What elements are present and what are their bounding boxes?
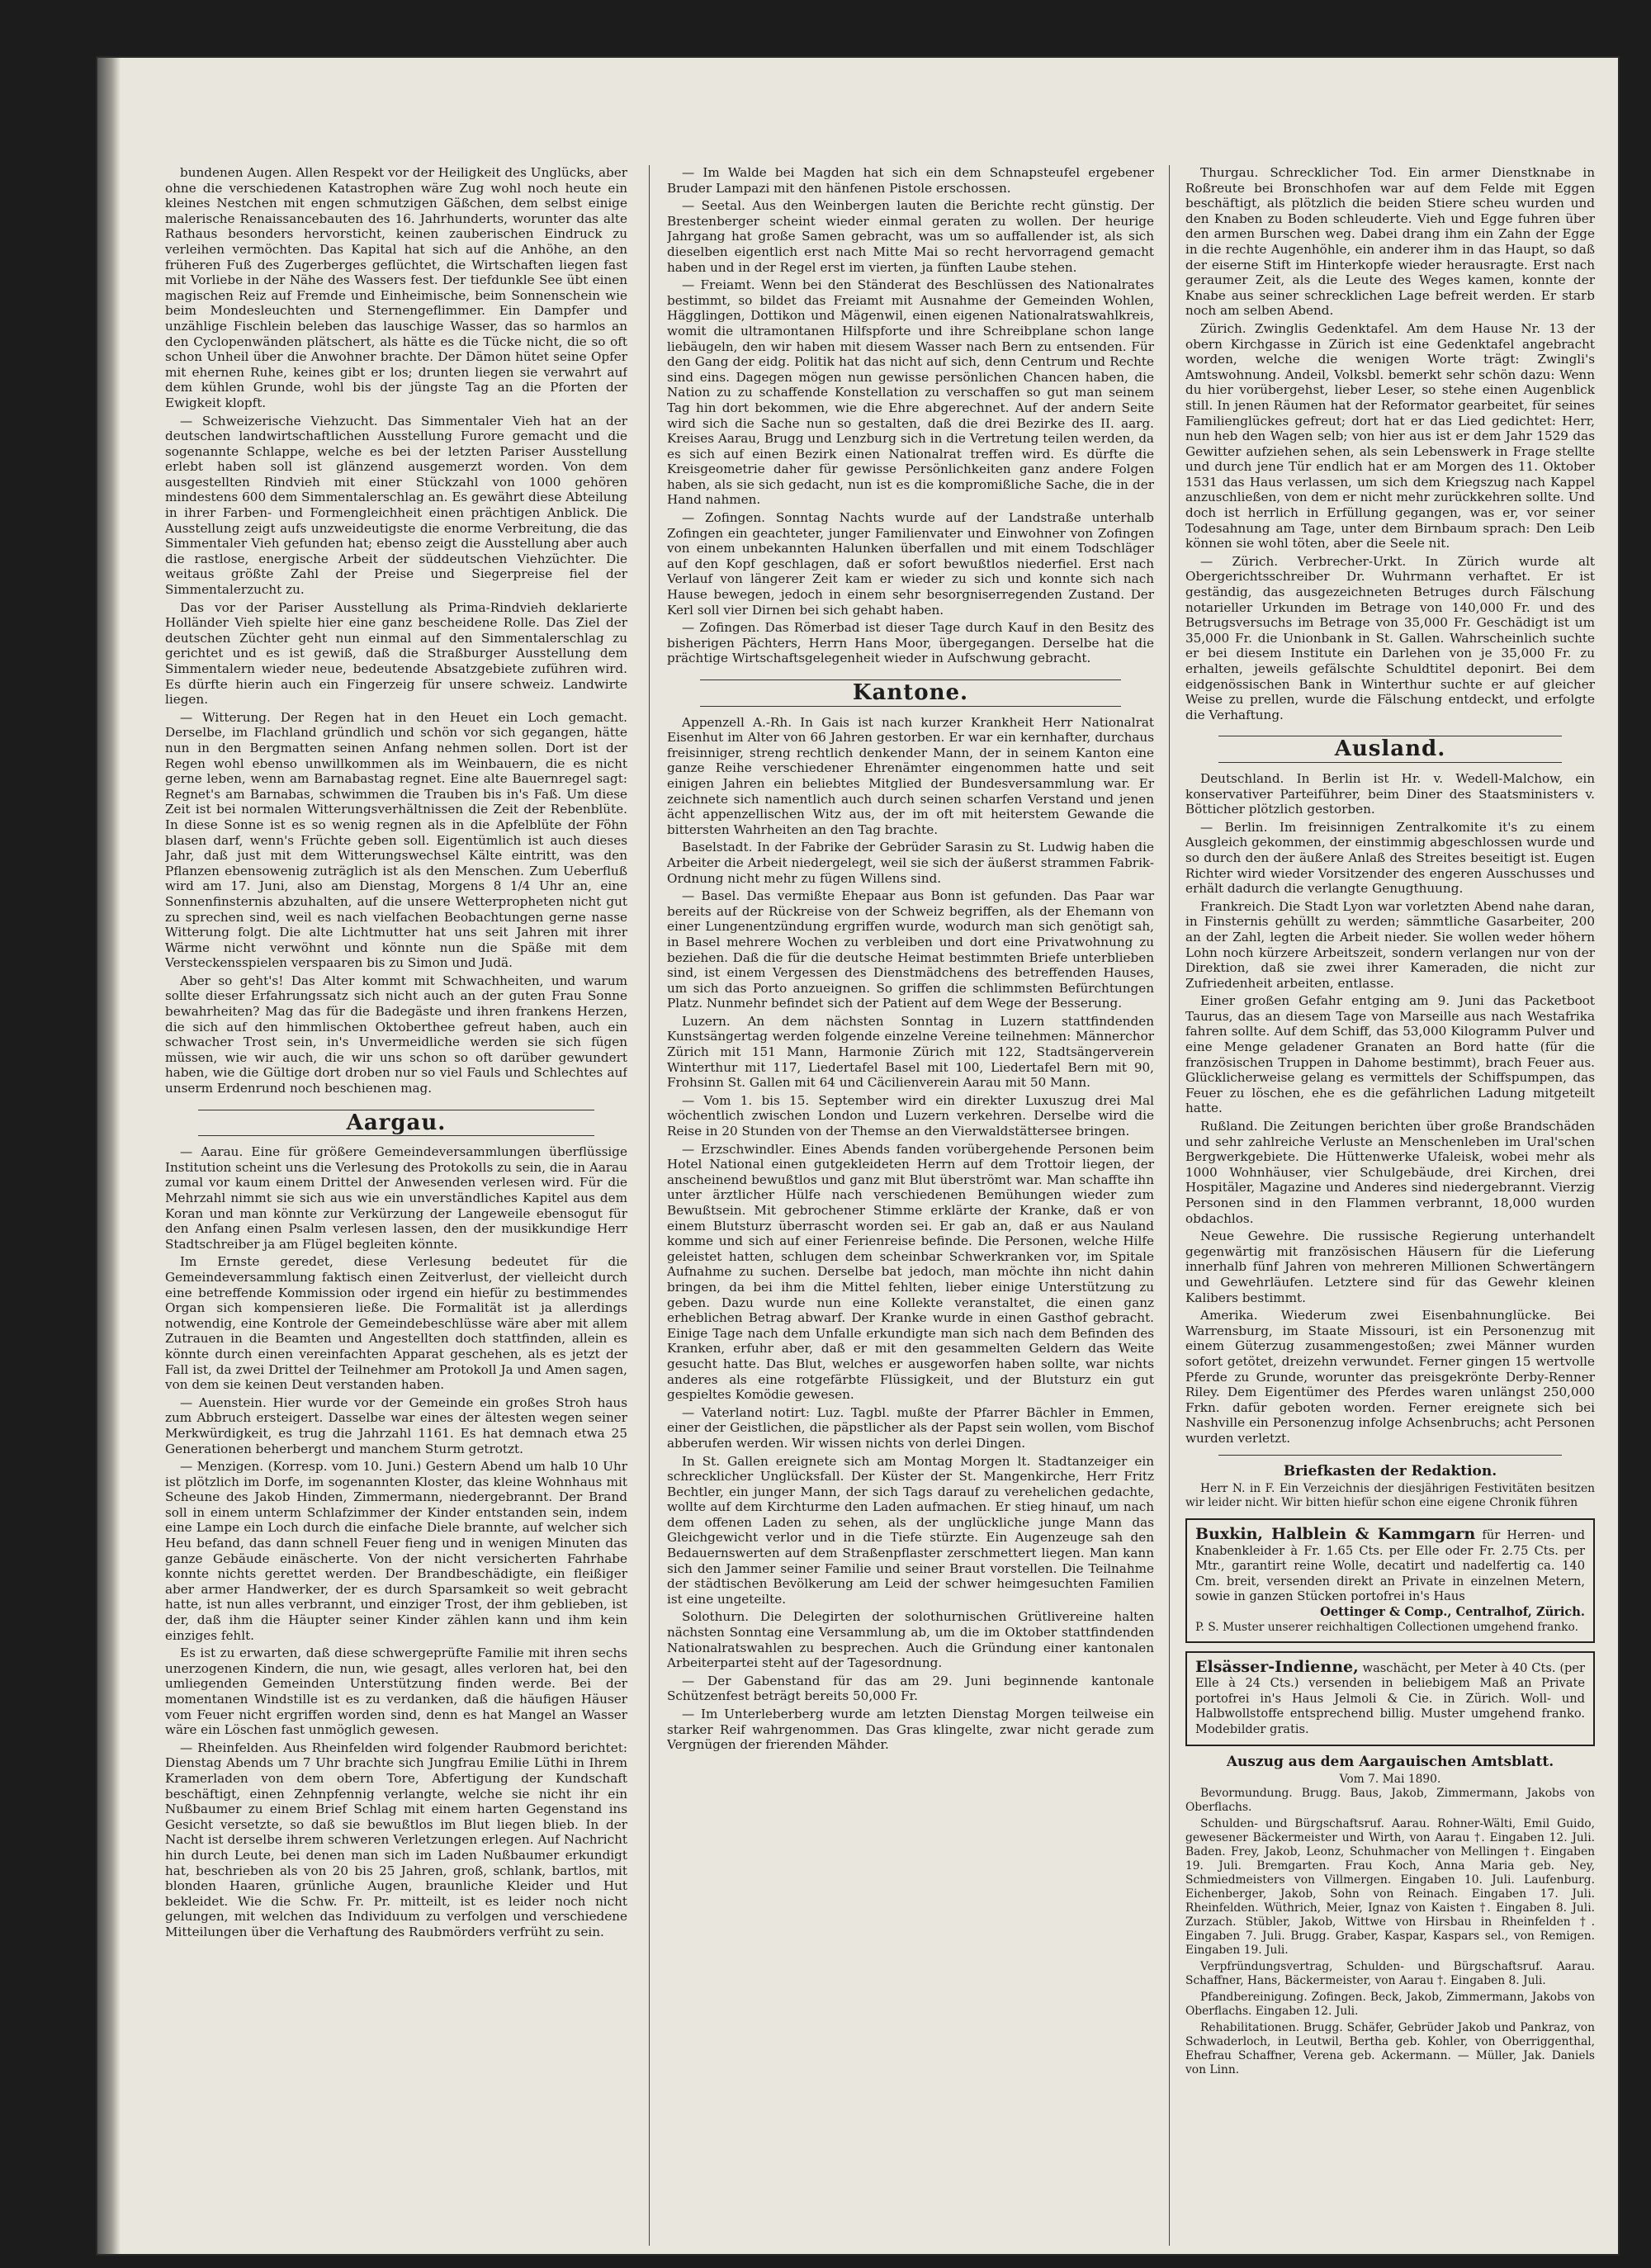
article-rheinfelden: — Rheinfelden. Aus Rheinfelden wird folgender Raubmord berichtet: Dienstag Abends um 7 Uhr brachte sich Jungfrau Emilie Lüthi in Ihrem Kramerladen von dem obern Tore, Abfertigung der Kundschaft beschäftigt, einen Zehnpfennig verlangte, welche sie nicht ihr ein Nußbaumer zu einem Brief Schlag mit einem harten Gegenstand ins Gesicht versetzte, so daß sie bewußtlos im Blut liegen blieb. In der Nacht ist derselbe ihrem schweren Verletzungen erlegen. Auf Nachricht hin durch Leute, bei denen man sich im Laden Nußbaumer erkundigt hat, beschrieben als von 20 bis 25 Jahren, groß, schlank, bartlos, mit blonden Haaren, grünliche Augen, braunliche Kleider und Hut bekleidet. Wie die Schw. Fr. Pr. mitteilt, ist es leider noch nicht gelungen, mit welchen das Individuum zu verfolgen und verschiedene Mitteilungen über die Verhaftung des Raubmörders verfrüht zu sein. — [165, 1740, 627, 1939]
article-frankreich: Frankreich. Die Stadt Lyon war vorletzten Abend nahe daran, in Finsternis gehüllt zu werden; sämmtliche Gasarbeiter, 200 an der Zahl, legten die Arbeit nieder. Sie wollen weder höhern Lohn noch kürzere Arbeitszeit, sondern verlangen nur von der Direktion, daß sie zwei ihrer Kameraden, die nicht zur Zufriedenheit arbeiten, entlasse. — [1185, 898, 1595, 991]
newspaper-page — [97, 58, 1618, 2254]
article-zuerich-zwingli: Zürich. Zwinglis Gedenktafel. Am dem Hause Nr. 13 der obern Kirchgasse in Zürich ist eine Gedenktafel angebracht worden, welche die wenigen Worte trägt: Zwingli's Amtswohnung. Andeil, Volksbl. bemerkt sehr schön dazu: Wenn du hier vorübergehst, lieber Leser, so stehe einen Augenblick still. In jenen Räumen hat der Reformator gearbeitet, für seines Familienglückes gefreut; dort hat er das Lied gedichtet: Herr, nun heb den Wagen selb; von hier aus ist er dem Jahr 1529 das Gewitter aufziehen sehen, als sein Lebenswerk in Frage stellte und durch jene Tür endlich hat er am Morgen des 11. Oktober 1531 das Haus verlassen, um sich dem Kriegszug nach Kappel anzuschließen, von dem er nicht mehr zurückkehren sollte. Und doch ist herrlich in Erfüllung gegangen, was er, vor seiner Todesahnung am Tage, unter dem Birnbaum sprach: Den Leib können sie wohl töten, aber die Seele nit. — [1185, 320, 1595, 552]
article-aarau-cont: Im Ernste geredet, diese Verlesung bedeutet für die Gemeindeversammlung faktisch einen Zeitverlust, der vielleicht durch eine betreffende Kommission oder irgend ein hiefür zu bestimmendes Organ sich kompensieren ließe. Die Formalität ist ja allerdings notwendig, eine Kontrole der Gemeindebeschlüsse wäre aber mit allem Zutrauen in die Beamten und Angestellten doch stattfinden, allein es könnte durch einen vereinfachten Apparat geschehen, als es jetzt der Fall ist, da zwei Drittel der Teilnehmer am Protokoll Ja und Amen sagen, von dem sie keinen Deut verstanden haben. — [165, 1254, 627, 1393]
article-deutschland: Deutschland. In Berlin ist Hr. v. Wedell-Malchow, ein konservativer Parteiführer, beim Diner des Staatsministers v. Bötticher plötzlich gestorben. — [1185, 770, 1595, 817]
ad-title: Elsässer-Indienne, — [1195, 1657, 1359, 1676]
amtsblatt-entry: Bevormundung. Brugg. Baus, Jakob, Zimmermann, Jakobs von Oberflachs. — [1185, 1787, 1595, 1815]
column-middle — [667, 165, 1154, 2246]
article-solothurn: Solothurn. Die Delegirten der solothurnischen Grütlivereine halten nächsten Sonntag eine Versammlung ab, um die im Oktober stattfindenden Nationalratswahlen zu besprechen. Auch die Gründung einer kantonalen Arbeiterpartei steht auf der Tagesordnung. — [667, 1609, 1154, 1671]
article-auenstein: — Auenstein. Hier wurde vor der Gemeinde ein großes Stroh haus zum Abbruch ersteigert. Dasselbe war eines der ältesten wegen seiner Merkwürdigkeit, es trug die Jahrzahl 1161. Es hat demnach etwa 25 Generationen beherbergt und manchem Sturm getrotzt. — [165, 1394, 627, 1456]
article-russland: Rußland. Die Zeitungen berichten über große Brandschäden und sehr zahlreiche Verluste an Menschenleben im Ural'schen Bergwerkgebiete. Die Hüttenwerke Ufaleisk, wobei mehr als 1000 Wohnhäuser, vier Schulgebäude, drei Kirchen, drei Hospitäler, Magazine und Anderes sind niedergebrannt. Vierzig Personen sind in den Flammen verbrannt, 18,000 wurden obdachlos. — [1185, 1119, 1595, 1226]
amtsblatt-entry: Pfandbereinigung. Zofingen. Beck, Jakob, Zimmermann, Jakobs von Oberflachs. Eingaben 12. Juli. — [1185, 1991, 1595, 2019]
article-gewehre: Neue Gewehre. Die russische Regierung unterhandelt gegenwärtig mit französischen Häusern für die Lieferung innerhalb fünf Jahren von mehreren Millionen Schwertängern und Gewehrläufen. Letztere sind für das Gewehr kleinen Kalibers bestimmt. — [1185, 1229, 1595, 1305]
amtsblatt-entry: Schulden- und Bürgschaftsruf. Aarau. Rohner-Wälti, Emil Guido, gewesener Bäckermeister und Wirth, von Aarau †. Eingaben 12. Juli. Baden. Frey, Jakob, Leonz, Schuhmacher von Mellingen †. Eingaben 19. Juli. Bremgarten. Frau Koch, Anna Maria geb. Ney, Schmiedmeisters von Villmergen. Eingaben 10. Juli. Laufenburg. Eichenberger, Jakob, Sohn von Reinach. Eingaben 17. Juli. Rheinfelden. Wüthrich, Meier, Ignaz von Kaisten †. Eingaben 8. Juli. Zurzach. Stübler, Jakob, Wittwe von Hirsbau in Rheinfelden †. Eingaben 7. Juli. Brugg. Graber, Kaspar, Kaspars sel., von Remigen. Eingaben 19. Juli. — [1185, 1817, 1595, 1958]
column-left — [165, 165, 627, 2246]
article-zofingen-roemerbad: — Zofingen. Das Römerbad ist dieser Tage durch Kauf in den Besitz des bisherigen Pächters, Herrn Hans Moor, übergegangen. Derselbe hat die prächtige Wirtschaftsgelegenheit wieder in Aufschwung gebracht. — [667, 620, 1154, 666]
book-binding-edge — [97, 58, 121, 2254]
amtsblatt-entry: Rehabilitationen. Brugg. Schäfer, Gebrüder Jakob und Pankraz, von Schwaderloch, in Leutwil, Bertha geb. Kohler, von Oberriggenthal, Ehefrau Schaffner, Verena geb. Ackermann. — Müller, Jak. Daniels von Linn. — [1185, 2021, 1595, 2077]
article-zuerich-verhaftung: — Zürich. Verbrecher-Urkt. In Zürich wurde alt Obergerichtsschreiber Dr. Wuhrmann verhaftet. Er ist geständig, das ausgezeichneten Betruges durch Fälschung notarieller Urkunden im Betrage von 140,000 Fr. und des Betrugsversuchs im Betrage von 35,000 Fr. Geschädigt ist um 35,000 Fr. die Unionbank in St. Gallen. Wahrscheinlich suchte er bei diesem Institute ein Darlehen von je 35,000 Fr. zu erhalten, jeweils gefälschte Schuldtitel deponirt. Bei dem eidgenössischen Bank in Winterthur suchte er auf gleicher Weise zu prellen, wurde die Fälschung entdeckt, und erfolgte die Verhaftung. — [1185, 553, 1595, 722]
advertisement-indienne — [1185, 1651, 1595, 1746]
article-baselstadt: Baselstadt. In der Fabrike der Gebrüder Sarasin zu St. Ludwig haben die Arbeiter die Arbeit niedergelegt, weil sie sich der äußerst strammen Fabrik-Ordnung nicht mehr zu fügen Willens sind. — [667, 840, 1154, 886]
article-amerika: Amerika. Wiederum zwei Eisenbahnunglücke. Bei Warrensburg, im Staate Missouri, ist ein Personenzug mit einem Güterzug zusammengestoßen; zwei Männer wurden sofort getötet, dreizehn verwundet. Ferner gingen 15 wertvolle Pferde zu Grunde, worunter das preisgekrönte Derby-Renner Riley. Dem Eigentümer des Pferdes waren unlängst 250,000 Frkn. dafür geboten worden. Ferner ereignete sich bei Nashville ein Personenzug infolge Achsenbruchs; acht Personen wurden verletzt. — [1185, 1308, 1595, 1446]
ad-text: für Herren- und Knabenkleider à Fr. 1.65 Cts. per Elle oder Fr. 2.75 Cts. per Mtr., garantirt reine Wolle, decatirt und nadelfertig ca. 140 Cm. breit, versenden direkt an Private in einzelnen Metern, sowie in ganzen Stücken portofrei in's Haus — [1195, 1528, 1585, 1604]
article-menzigen: — Menzigen. (Korresp. vom 10. Juni.) Gestern Abend um halb 10 Uhr ist plötzlich im Dorfe, im sogenannten Kloster, das kleine Wohnhaus mit Scheune des Jakob Hinden, Zimmermann, niedergebrannt. Der Brand soll in einem unterm Schlafzimmer der Kinder entstanden sein, indem eine Lampe ein Loch durch die einfache Diele brannte, auf welcher sich Heu befand, das dann schnell Feuer fieng und in wenigen Minuten das ganze Gebäude einäscherte. Von der nicht versicherten Fahrhabe konnte nichts gerettet werden. Der Brandbeschädigte, ein fleißiger aber armer Handwerker, der es durch Sparsamkeit so weit gebracht hatte, ist nun alles verbrannt, und einziger Trost, der ihm geblieben, ist der, daß ihm die Häupter seiner Kinder zählen kann und ihm kein einziges fehlt. — [165, 1459, 627, 1643]
ad-text: waschächt, per Meter à 40 Cts. (per Elle à 24 Cts.) versenden in beliebigem Maß an Private portofrei in's Haus Jelmoli & Cie. in Zürich. Woll- und Halbwollstoffe entsprechend billig. Muster umgehend franko. Modebilder gratis. — [1195, 1660, 1585, 1737]
ad-title: Buxkin, Halblein & Kammgarn — [1195, 1525, 1476, 1544]
ad-postscript: P. S. Muster unserer reichhaltigen Collectionen umgehend franko. — [1195, 1620, 1578, 1634]
article-unterleberberg: — Im Unterleberberg wurde am letzten Dienstag Morgen teilweise ein starker Reif wahrgenommen. Das Gras klingelte, zwar nicht gerade zum Vergnügen der frierenden Mähder. — [667, 1707, 1154, 1753]
amtsblatt-date: Vom 7. Mai 1890. — [1339, 1773, 1441, 1787]
divider — [1218, 1455, 1562, 1456]
section-heading-kantone: Kantone. — [667, 679, 1154, 707]
column-divider — [1169, 165, 1170, 2246]
article-luzern: Luzern. An dem nächsten Sonntag in Luzern stattfindenden Kunstsängertag werden folgende einzelne Vereine teilnehmen: Männerchor Zürich mit 151 Mann, Harmonie Zürich mit 122, Stadtsängerverein Winterthur mit 117, Liedertafel Basel mit 100, Liedertafel Bern mit 90, Frohsinn St. Gallen mit 64 und Cäcilienverein Aarau mit 50 Mann. — [667, 1013, 1154, 1091]
article-freiamt: — Freiamt. Wenn bei den Ständerat des Beschlüssen des Nationalrates bestimmt, so bildet das Freiamt mit Ausnahme der Gemeinden Wohlen, Hägglingen, Dottikon und Mägenwil, einen eigenen Nationalratswahlkreis, womit die ultramontanen Hilfspforte und ihre Schreibplane schon lange liebäugeln, den wir haben mit diesem Wasser nach Bern zu entsenden. Für den Gang der eidg. Politik hat das nicht auf sich, denn Centrum und Rechte sind eins. Dagegen mögen nun gewisse persönlichen Chancen haben, die Nation zu zu schaffende Konstellation zu verschaffen so gut man seinem Tag hin dort bekommen, wie die Ehre abgerechnet. Auf der andern Seite wird sich die Sache nun so gestalten, daß die drei Bezirke des II. aarg. Kreises Aarau, Brugg und Lenzburg sich in die Vertretung teilen werden, da es sich auf einen Bezirk einen Nationalrat treffen wird. Es dürfte die Kreisgeometrie daher für gewisse Persönlichkeiten ganz andere Folgen haben, als sie sich gedacht, nun ist es die kompromißliche Sache, die in der Hand nahmen. — [667, 277, 1154, 508]
article-witterung: — Witterung. Der Regen hat in den Heuet ein Loch gemacht. Derselbe, im Flachland gründlich und schön vor sich gegangen, hätte nun in den Bergmatten seinen Anfang nehmen sollen. Dort ist der Regen wohl ebenso unwillkommen als im Weinbauern, die es nicht gerne leben, wenn am Barnabastag regnet. Eine alte Bauernregel sagt: Regnet's am Barnabas, schwimmen die Trauben bis in's Faß. Um diese Zeit ist bei normalen Witterungsverhältnissen die Zeit der Rebenblüte. In diese Sonne ist es so wenig regnen als in die Apfelblüte der Föhn blasen darf, wenn's Früchte geben soll. Eigentümlich ist auch dieses Jahr, daß just mit dem Witterungswechsel Kälte eintritt, was den Pflanzen ebensowenig zuträglich ist als den Menschen. Zum Ueberfluß wird am 17. Juni, also am Dienstag, Morgens 8 1/4 Uhr an, eine Sonnenfinsternis abzuhalten, auf die unsere Wetterpropheten nicht gut zu sprechen sind, weil es nach vielfachen Beobachtungen gerne nasse Witterung folgt. Die alte Lichtmutter hat uns seit Jahren mit ihrer Wärme nicht verwöhnt und könnte nun die Späße mit dem Versteckensspielen verspaaren bis zu Simon und Judä. — [165, 709, 627, 971]
article-luxuszug: — Vom 1. bis 15. September wird ein direkter Luxuszug drei Mal wöchentlich zwischen London und Luzern verkehren. Derselbe wird die Reise in 20 Stunden von der Themse an den Vierwaldstättersee bringen. — [667, 1092, 1154, 1139]
ad-firm: Oettinger & Comp., Centralhof, Zürich. — [1320, 1605, 1585, 1620]
article-schuetzenfest: — Der Gabenstand für das am 29. Juni beginnende kantonale Schützenfest beträgt bereits 50,000 Fr. — [667, 1673, 1154, 1704]
article-magden: — Im Walde bei Magden hat sich ein dem Schnapsteufel ergebener Bruder Lampazi mit den hänfenen Pistole erschossen. — [667, 165, 1154, 196]
section-heading-aargau: Aargau. — [165, 1110, 627, 1137]
column-divider — [649, 165, 650, 2246]
briefkasten-text: Herr N. in F. Ein Verzeichnis der diesjährigen Festivitäten besitzen wir leider nicht. Wir bitten hiefür schon eine eigene Chronik führen — [1185, 1482, 1595, 1510]
article-taurus: Einer großen Gefahr entging am 9. Juni das Packetboot Taurus, das an diesem Tage von Marseille aus nach Westafrika fahren sollte. Auf dem Schiff, das 53,000 Kilogramm Pulver und eine Menge geladener Granaten an Bord hatte (für die französischen Truppen in Dahome bestimmt), brach Feuer aus. Glücklicherweise gelang es vermittels der Schiffspumpen, das Feuer zu löschen, ehe es die gefährlichen Ladung mitgeteilt hatte. — [1185, 993, 1595, 1116]
article-erzschwindler: — Erzschwindler. Eines Abends fanden vorübergehende Personen beim Hotel National einen gutgekleideten Herrn auf dem Trottoir liegen, der anscheinend bewußtlos und ganz mit Blut überströmt war. Man schaffte ihn unter ärztlicher Hülfe nach verschiedenen Bemühungen wieder zum Bewußtsein. Mit gebrochener Stimme erklärte der Kranke, daß er von einem Blutsturz überrascht worden sei. Er gab an, daß er aus Nauland komme und sich auf einer Ferienreise befinde. Die Personen, welche Hilfe geleistet hatten, schlugen dem scheinbar Schwerkranken vor, im Spitale Aufnahme zu suchen. Derselbe bat jedoch, man möchte ihn nicht dahin bringen, da bei ihm die Mittel fehlten, lieber einige Unterstützung zu geben. Dazu wurde nun eine Kollekte veranstaltet, die einen ganz erheblichen Betrag abwarf. Der Kranke wurde in einen Gasthof gebracht. Einige Tage nach dem Unfalle erkundigte man sich nach dem Befinden des Kranken, erfuhr aber, daß er mit den gesammelten Geldern das Weite gesucht hatte. Das Blut, welches er ausgeworfen haben sollte, war nichts anderes als eine rotgefärbte Flüssigkeit, und der Blutsturz ein gut gespieltes Komödie gewesen. — [667, 1141, 1154, 1403]
article-berlin: — Berlin. Im freisinnigen Zentralkomite it's zu einem Ausgleich gekommen, der einstimmig abgeschlossen wurde und so durch den der äußere Anlaß des Streites beseitigt ist. Eugen Richter wird wieder Vorsitzender des engeren Ausschusses und erhält dadurch die verlangte Genugthuung. — [1185, 819, 1595, 897]
briefkasten-heading: Briefkasten der Redaktion. — [1283, 1462, 1497, 1480]
article-seetal: — Seetal. Aus den Weinbergen lauten die Berichte recht günstig. Der Brestenberger scheint wieder einmal geraten zu wollen. Der heurige Jahrgang hat große Samen gebracht, was um so auffallender ist, als sich dieselben eigentlich erst nach Mitte Mai so recht hervorragend gemacht haben und in der Regel erst im vierten, ja fünften Laube stehen. — [667, 198, 1154, 275]
article-menzigen-cont: Es ist zu erwarten, daß diese schwergeprüfte Familie mit ihren sechs unerzogenen Kindern, die nun, wie gesagt, alles verloren hat, bei den umliegenden Gemeinden Unterstützung finden werde. Bei der momentanen Windstille ist es zu verdanken, daß die häufigen Häuser vom Feuer nicht ergriffen worden sind, denn es hat Mangel an Wasser wäre ein Löschen fast unmöglich gewesen. — [165, 1645, 627, 1738]
amtsblatt-entry: Verpfründungsvertrag, Schulden- und Bürgschaftsruf. Aarau. Schaffner, Hans, Bäckermeister, von Aarau †. Eingaben 8. Juli. — [1185, 1960, 1595, 1988]
article-vaterland: — Vaterland notirt: Luz. Tagbl. mußte der Pfarrer Bächler in Emmen, einer der Geistlichen, die päpstlicher als der Papst sein wollen, vom Bischof abberufen werden. Wir wissen nichts von derlei Dingen. — [667, 1404, 1154, 1451]
article-viehzucht: — Schweizerische Viehzucht. Das Simmentaler Vieh hat an der deutschen landwirtschaftlichen Ausstellung Furore gemacht und die sogenannte Schlappe, welche es bei der letzten Pariser Ausstellung erlebt haben soll ist glänzend ausgemerzt worden. Von dem ausgestellten Rindvieh mit einer Stückzahl von 1000 gehören mindestens 600 dem Simmentalerschlag an. Es gewährt diese Abteilung in ihrer Farben- und Formengleichheit einen prächtigen Anblick. Die Ausstellung zeigt aufs unzweideutigste die enorme Verbreitung, die das Simmentaler Vieh gefunden hat; ebenso zeigt die Ausstellung aber auch die rastlose, energische Arbeit der süddeutschen Viehzüchter. Die weitaus größte Zahl der Preise und Siegerpreise fiel der Simmentalerzucht zu. — [165, 413, 627, 598]
article-st-gallen: In St. Gallen ereignete sich am Montag Morgen lt. Stadtanzeiger ein schrecklicher Unglücksfall. Der Küster der St. Mangenkirche, Herr Fritz Bechtler, ein junger Mann, der sich Tags darauf zu verehelichen gedachte, wollte auf dem Kirchturme den Laden aufmachen. Er stieg hinauf, um nach dem offenen Laden zu sehen, als der unglückliche junge Mann das Gleichgewicht verlor und in die Tiefe stürzte. Ein Augenzeuge sah den Bedauernswerten auf dem Straßenpflaster zerschmettert liegen. Man kann sich den Jammer seiner Familie und seiner Braut vorstellen. Die Teilnahme der städtischen Bevölkerung am Leid der schwer heimgesuchten Familien ist eine ungeteilte. — [667, 1453, 1154, 1607]
column-right — [1185, 165, 1595, 2246]
article-zofingen: — Zofingen. Sonntag Nachts wurde auf der Landstraße unterhalb Zofingen ein geachteter, junger Familienvater und Einwohner von Zofingen von einem unbekannten Halunken überfallen und mit einem Todschläger auf den Kopf geschlagen, daß er sofort bewußtlos niederfiel. Erst nach Verlauf von längerer Zeit kam er wieder zu sich und konnte sich nach Hause bewegen, jedoch in einem sehr besorgniserregenden Zustand. Der Kerl soll vier Dirnen bei sich gehabt haben. — [667, 510, 1154, 618]
article-thurgau: Thurgau. Schrecklicher Tod. Ein armer Dienstknabe in Roßreute bei Bronschhofen war auf dem Felde mit Eggen beschäftigt, als plötzlich die beiden Stiere scheu wurden und den Knaben zu Boden schleuderte. Vieh und Egge fuhren über den armen Burschen weg. Dabei drang ihm ein Zahn der Egge in die rechte Augenhöhle, ein anderer ihm in das Haupt, so daß der eiserne Stift im Hinterkopfe wieder herausragte. Erst nach geraumer Zeit, als die Leute des Weges kamen, konnte der Knabe aus seiner schrecklichen Lage befreit werden. Er starb noch am selben Abend. — [1185, 165, 1595, 319]
amtsblatt-heading: Auszug aus dem Aargauischen Amtsblatt. — [1226, 1753, 1554, 1770]
article-basel: — Basel. Das vermißte Ehepaar aus Bonn ist gefunden. Das Paar war bereits auf der Rückreise von der Schweiz begriffen, als der Ehemann von einer Lungenentzündung ergriffen wurde, wodurch man sich genötigt sah, in Basel mehrere Wochen zu verbleiben und dort eine Privatwohnung zu beziehen. Daß die für die deutsche Heimat bestimmten Briefe unterblieben sind, ist einem Vergessen des Dienstmädchens des betreffenden Hauses, um sich das Porto anzueignen. So griffen die schlimmsten Befürchtungen Platz. Nunmehr befindet sich der Patient auf dem Wege der Besserung. — [667, 888, 1154, 1011]
article-aarau: — Aarau. Eine für größere Gemeindeversammlungen überflüssige Institution scheint uns die Verlesung des Protokolls zu sein, die in Aarau zumal vor kaum einem Drittel der Anwesenden verlesen wird. Für die Mehrzahl nimmt sie sich aus wie ein unverständliches Kapitel aus dem Koran und man könnte zur Verkürzung der Langeweile ebensogut für den Anfang einen Psalm verlesen lassen, den der musikkundige Herr Stadtschreiber ja am Flügel begleiten könnte. — [165, 1144, 627, 1252]
article-zug: bundenen Augen. Allen Respekt vor der Heiligkeit des Unglücks, aber ohne die verschiedenen Katastrophen wäre Zug wohl noch heute ein kleines Nestchen mit engen schmutzigen Gäßchen, dem selbst einige malerische Renaissancebauten des 16. Jahrhunderts, worunter das alte Rathaus besonders hervorsticht, keinen zauberischen Eindruck zu verleihen vermöchten. Das Kapital hat sich auf die Anhöhe, an den früheren Fuß des Zugerberges geflüchtet, die Wirtschaften liegen fast mit Vorliebe in der Nähe des Wassers fest. Der tiefdunkle See übt einen magischen Reiz auf Fremde und Einheimische, beim Sonnenschein wie beim Mondesleuchten und Sternengeflimmer. Ein Dampfer und unzählige Fischlein beleben das lauschige Wasser, das so harmlos an den Cyclopenwänden plätschert, als hätte es die Tücke nicht, die so oft schon Unheil über die Anwohner brachte. Der Dämon hütet seine Opfer mit ehernen Ruhe, keines gibt er los; drunten liegen sie verwahrt auf dem kühlen Grunde, wohl bis der jüngste Tag an die Pforten der Ewigkeit klopft. — [165, 165, 627, 410]
article-appenzell: Appenzell A.-Rh. In Gais ist nach kurzer Krankheit Herr Nationalrat Eisenhut im Alter von 66 Jahren gestorben. Er war ein kernhafter, durchaus freisinniger, streng rechtlich denkender Mann, der in seinem Kanton eine ganze Reihe verschiedener Ehrenämter eingenommen hatte und seit einigen Jahren ein beliebtes Mitglied der Bundesversammlung war. Er zeichnete sich namentlich auch durch seinen scharfen Verstand und jenen ächt appenzellischen Witz aus, der im oft mit heiterstem Gewande die bittersten Wahrheiten an den Tag brachte. — [667, 714, 1154, 837]
article-viehzucht-cont: Das vor der Pariser Ausstellung als Prima-Rindvieh deklarierte Holländer Vieh spielte hier eine ganz bescheidene Rolle. Das Ziel der deutschen Züchter geht nun einmal auf den Simmentalerschlag zu gerichtet und es ist gewiß, daß die Straßburger Ausstellung dem Simmentalern wieder neue, bedeutende Absatzgebiete zuführen wird. Es dürfte hierin auch ein Fingerzeig für unsere schweiz. Landwirte liegen. — [165, 599, 627, 708]
article-witterung-cont: Aber so geht's! Das Alter kommt mit Schwachheiten, und warum sollte dieser Erfahrungssatz sich nicht auch an der guten Frau Sonne bewahrheiten? Mag das für die Badegäste und ihren frankens Herzen, die sich auf den himmlischen Oktoberthee gefreut haben, auch ein schwacher Trost sein, in's Unvermeidliche werden sie sich fügen müssen, wie wir auch, die wir uns schon so oft darüber gewundert haben, wie die Gültige dort droben nur so viel Fauls und Schlechtes auf unserm Erdenrund noch beschienen mag. — [165, 973, 627, 1096]
advertisement-buxkin — [1185, 1518, 1595, 1643]
section-heading-ausland: Ausland. — [1185, 736, 1595, 763]
